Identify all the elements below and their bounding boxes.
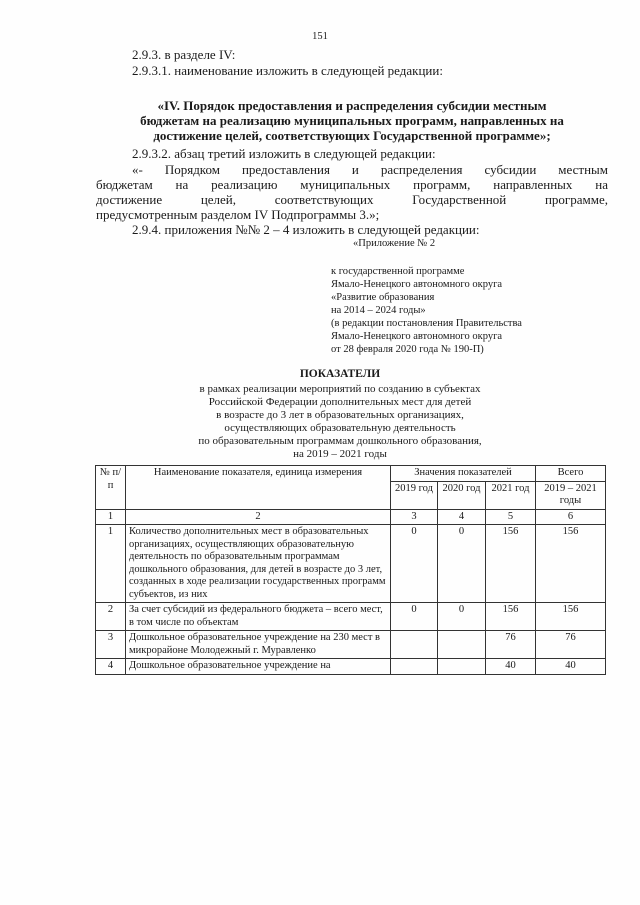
appendix-title: «Приложение № 2 [353,238,436,249]
value-2021: 156 [486,525,536,603]
appendix-line-3: «Развитие образования [331,292,435,303]
table-header-row [96,466,606,482]
indicators-subtitle-4: осуществляющих образовательную деятельность [224,422,456,434]
row-number: 1 [96,525,126,603]
indicators-subtitle-1: в рамках реализации мероприятий по созданию в субъектах [199,383,481,395]
header-total: Всего [536,466,606,482]
indicators-subtitle-3: в возрасте до 3 лет в образовательных организациях, [216,409,464,421]
indicators-heading: ПОКАЗАТЕЛИ [299,368,381,380]
table-row [96,631,606,659]
appendix-line-5: (в редакции постановления Правительства [331,318,522,329]
header-2020: 2020 год [438,481,486,509]
appendix-line-6: Ямало-Ненецкого автономного округа [331,331,503,342]
value-2019 [391,631,438,659]
row-name: За счет субсидий из федерального бюджета – всего мест, в том числе по объектам [126,603,391,631]
header-values: Значения показателей [391,466,536,482]
quote-line-1: «- Порядком предоставления и распределения субсидии местным [132,162,608,177]
appendix-line-7: от 28 февраля 2020 года № 190-П) [331,344,484,355]
row-number: 4 [96,659,126,675]
value-2019: 0 [391,525,438,603]
column-number: 5 [486,509,536,525]
value-2020: 0 [438,525,486,603]
row-number: 3 [96,631,126,659]
table-row [96,603,606,631]
table-row [96,659,606,675]
value-2021: 76 [486,631,536,659]
value-2020: 0 [438,603,486,631]
header-2021: 2021 год [486,481,536,509]
value-2020 [438,631,486,659]
table-row [96,525,606,603]
section-heading-line-1: «IV. Порядок предоставления и распределения субсидии местным [157,98,547,113]
clause-2-9-3-1: 2.9.3.1. наименование изложить в следующей редакции: [132,63,443,78]
header-number: № п/п [96,466,126,510]
indicators-subtitle-2: Российской Федерации дополнительных мест для детей [208,396,472,408]
value-total: 156 [536,525,606,603]
header-total-years: 2019 – 2021 годы [536,481,606,509]
quote-line-3: достижение целей, соответствующих Государственной программе, [96,192,608,207]
value-total: 156 [536,603,606,631]
quote-line-4: предусмотренным разделом IV Подпрограммы 3.»; [96,207,380,222]
section-heading-line-3: достижение целей, соответствующих Государственной программе»; [153,128,551,143]
column-number: 2 [126,509,391,525]
value-2019 [391,659,438,675]
row-name: Дошкольное образовательное учреждение на [126,659,391,675]
value-2021: 40 [486,659,536,675]
column-number: 6 [536,509,606,525]
value-2021: 156 [486,603,536,631]
value-total: 76 [536,631,606,659]
table-column-numbers [96,509,606,525]
clause-2-9-3-2: 2.9.3.2. абзац третий изложить в следующей редакции: [132,146,436,161]
clause-2-9-4: 2.9.4. приложения №№ 2 – 4 изложить в следующей редакции: [132,222,480,237]
quote-line-2: бюджетам на реализацию муниципальных программ, направленных на [96,177,608,192]
appendix-line-1: к государственной программе [331,266,465,277]
indicators-subtitle-6: на 2019 – 2021 годы [293,448,387,460]
header-2019: 2019 год [391,481,438,509]
value-2019: 0 [391,603,438,631]
column-number: 1 [96,509,126,525]
row-name: Количество дополнительных мест в образовательных организациях, осуществляющих образовательную деятельность по образовательным программам дошкольного образования, для детей в возрасте до 3 лет, созданных в ходе реализации государственных программ субъектов, из них [126,525,391,603]
section-heading-line-2: бюджетам на реализацию муниципальных программ, направленных на [140,113,564,128]
appendix-line-4: на 2014 – 2024 годы» [331,305,426,316]
column-number: 4 [438,509,486,525]
row-name: Дошкольное образовательное учреждение на 230 мест в микрорайоне Молодежный г. Муравленко [126,631,391,659]
appendix-line-2: Ямало-Ненецкого автономного округа [331,279,503,290]
indicators-subtitle-5: по образовательным программам дошкольного образования, [198,435,482,447]
column-number: 3 [391,509,438,525]
value-2020 [438,659,486,675]
value-total: 40 [536,659,606,675]
indicators-table [95,465,606,675]
header-name: Наименование показателя, единица измерения [126,466,391,510]
row-number: 2 [96,603,126,631]
page-number: 151 [312,31,328,42]
clause-2-9-3: 2.9.3. в разделе IV: [132,47,236,62]
